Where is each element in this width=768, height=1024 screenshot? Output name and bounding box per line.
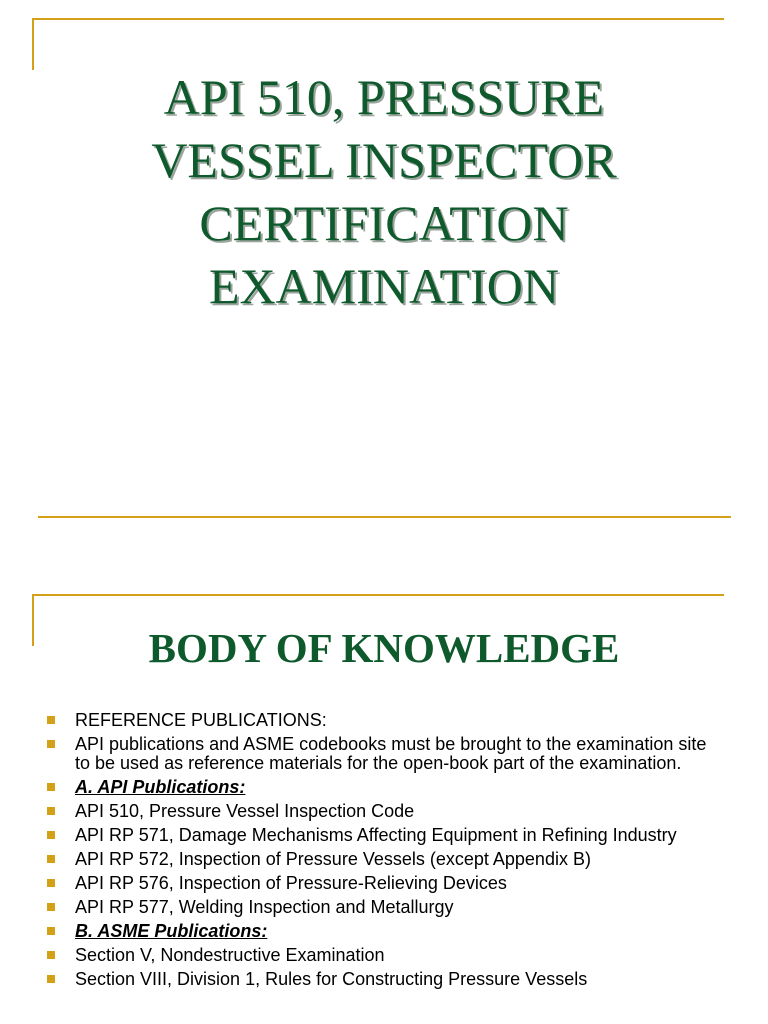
bullet-item	[44, 898, 724, 917]
section-heading-text: A. API Publications:	[75, 777, 246, 797]
title-line: API 510, PRESSURE	[163, 69, 605, 125]
square-bullet-icon	[47, 927, 55, 935]
bullet-item	[44, 850, 724, 869]
bullet-text: API RP 571, Damage Mechanisms Affecting Equipment in Refining Industry	[75, 825, 677, 845]
bullet-item	[44, 735, 724, 773]
bullet-item	[44, 874, 724, 893]
square-bullet-icon	[47, 831, 55, 839]
slide-bottom-divider	[38, 516, 731, 518]
square-bullet-icon	[47, 783, 55, 791]
bullet-text: API RP 576, Inspection of Pressure-Relieving Devices	[75, 873, 507, 893]
bullet-item	[44, 826, 724, 845]
bullet-item	[44, 946, 724, 965]
square-bullet-icon	[47, 951, 55, 959]
bullet-text: API publications and ASME codebooks must be brought to the examination site to be used as reference materials for the open-book part of the examination.	[75, 734, 707, 773]
square-bullet-icon	[47, 879, 55, 887]
square-bullet-icon	[47, 807, 55, 815]
bullet-item	[44, 970, 724, 989]
slide-frame-top-line	[32, 594, 724, 596]
slide-frame-top-line	[32, 18, 724, 20]
body-of-knowledge-slide	[0, 575, 768, 1024]
bullet-item	[44, 711, 724, 730]
square-bullet-icon	[47, 855, 55, 863]
bullet-text: Section V, Nondestructive Examination	[75, 945, 385, 965]
bullet-item	[44, 802, 724, 821]
square-bullet-icon	[47, 716, 55, 724]
bullet-item	[44, 922, 724, 941]
square-bullet-icon	[47, 740, 55, 748]
bullet-item	[44, 778, 724, 797]
section-heading-text: B. ASME Publications:	[75, 921, 268, 941]
title-line: CERTIFICATION	[199, 195, 569, 251]
bullet-text: API RP 577, Welding Inspection and Metallurgy	[75, 897, 454, 917]
bullet-text: API RP 572, Inspection of Pressure Vessels (except Appendix B)	[75, 849, 591, 869]
slide-title	[60, 66, 708, 318]
square-bullet-icon	[47, 975, 55, 983]
slide-heading: BODY OF KNOWLEDGE	[148, 625, 620, 671]
bullet-text: REFERENCE PUBLICATIONS:	[75, 710, 327, 730]
square-bullet-icon	[47, 903, 55, 911]
bullet-text: API 510, Pressure Vessel Inspection Code	[75, 801, 415, 821]
bullet-text: Section VIII, Division 1, Rules for Constructing Pressure Vessels	[75, 969, 588, 989]
title-line: VESSEL INSPECTOR	[151, 132, 617, 188]
title-line: EXAMINATION	[209, 258, 559, 314]
slide-frame-left-line	[32, 18, 34, 70]
bullet-list	[44, 711, 724, 994]
